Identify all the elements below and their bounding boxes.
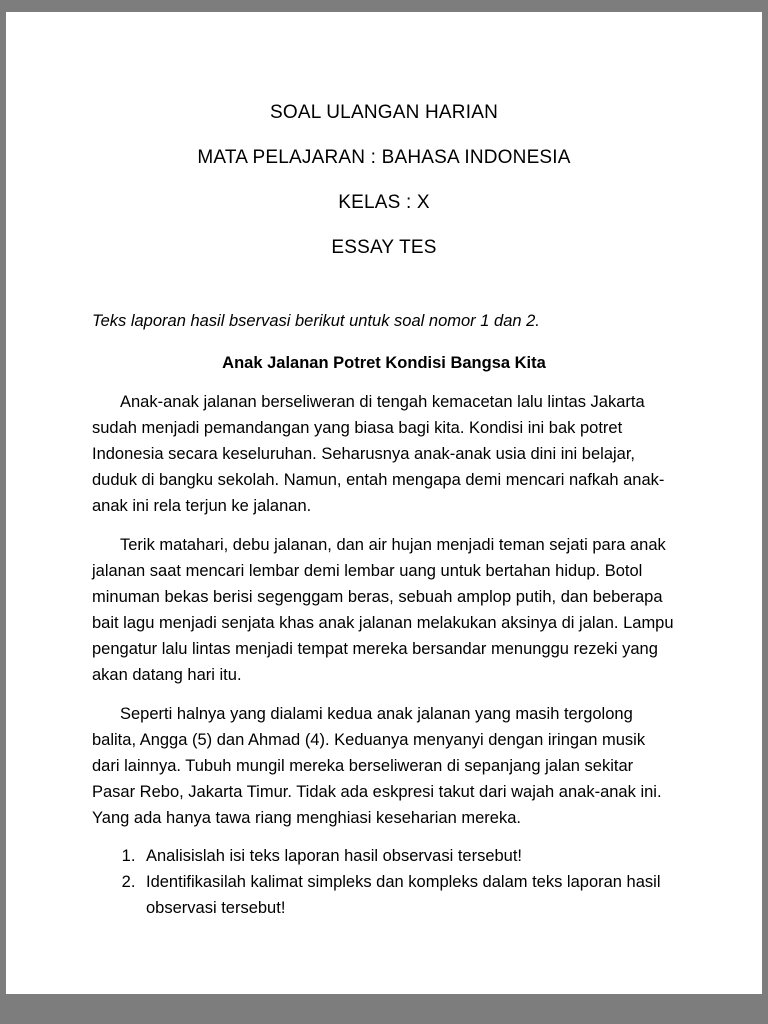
- question-item-1: 1. Analisislah isi teks laporan hasil observasi tersebut!: [140, 843, 676, 869]
- paragraph-3: Seperti halnya yang dialami kedua anak jalanan yang masih tergolong balita, Angga (5) dan Ahmad (4). Keduanya menyanyi dengan iringan musik dari lainnya. Tubuh mungil mereka berseliweran di sepanjang jalan sekitar Pasar Rebo, Jakarta Timur. Tidak ada eskpresi takut dari wajah anak-anak ini. Yang ada hanya tawa riang menghiasi keseharian mereka.: [92, 705, 662, 827]
- question-list: [92, 843, 676, 921]
- exam-title-line: SOAL ULANGAN HARIAN: [270, 102, 498, 123]
- paragraph-2: Terik matahari, debu jalanan, dan air hujan menjadi teman sejati para anak jalanan saat mencari lembar demi lembar uang untuk bertahan hidup. Botol minuman bekas berisi segenggam beras, sebuah amplop putih, dan beberapa bait lagu menjadi senjata khas anak jalanan melakukan aksinya di jalan. Lampu pengatur lalu lintas menjadi tempat mereka bersandar menunggu rezeki yang akan datang hari itu.: [92, 536, 674, 684]
- intro-note: Teks laporan hasil bservasi berikut untuk soal nomor 1 dan 2.: [92, 312, 540, 330]
- question-item-2: 2. Identifikasilah kalimat simpleks dan kompleks dalam teks laporan hasil observasi tersebut!: [140, 869, 676, 921]
- document-page: [6, 12, 762, 994]
- exam-class-line: KELAS : X: [338, 192, 430, 213]
- article-title: Anak Jalanan Potret Kondisi Bangsa Kita: [222, 354, 546, 372]
- paragraph-1: Anak-anak jalanan berseliweran di tengah kemacetan lalu lintas Jakarta sudah menjadi pemandangan yang biasa bagi kita. Kondisi ini bak potret Indonesia secara keseluruhan. Seharusnya anak-anak usia dini ini belajar, duduk di bangku sekolah. Namun, entah mengapa demi mencari nafkah anak-anak ini rela terjun ke jalanan.: [92, 393, 665, 515]
- exam-type-line: ESSAY TES: [331, 237, 437, 258]
- exam-subject-line: MATA PELAJARAN : BAHASA INDONESIA: [197, 147, 571, 168]
